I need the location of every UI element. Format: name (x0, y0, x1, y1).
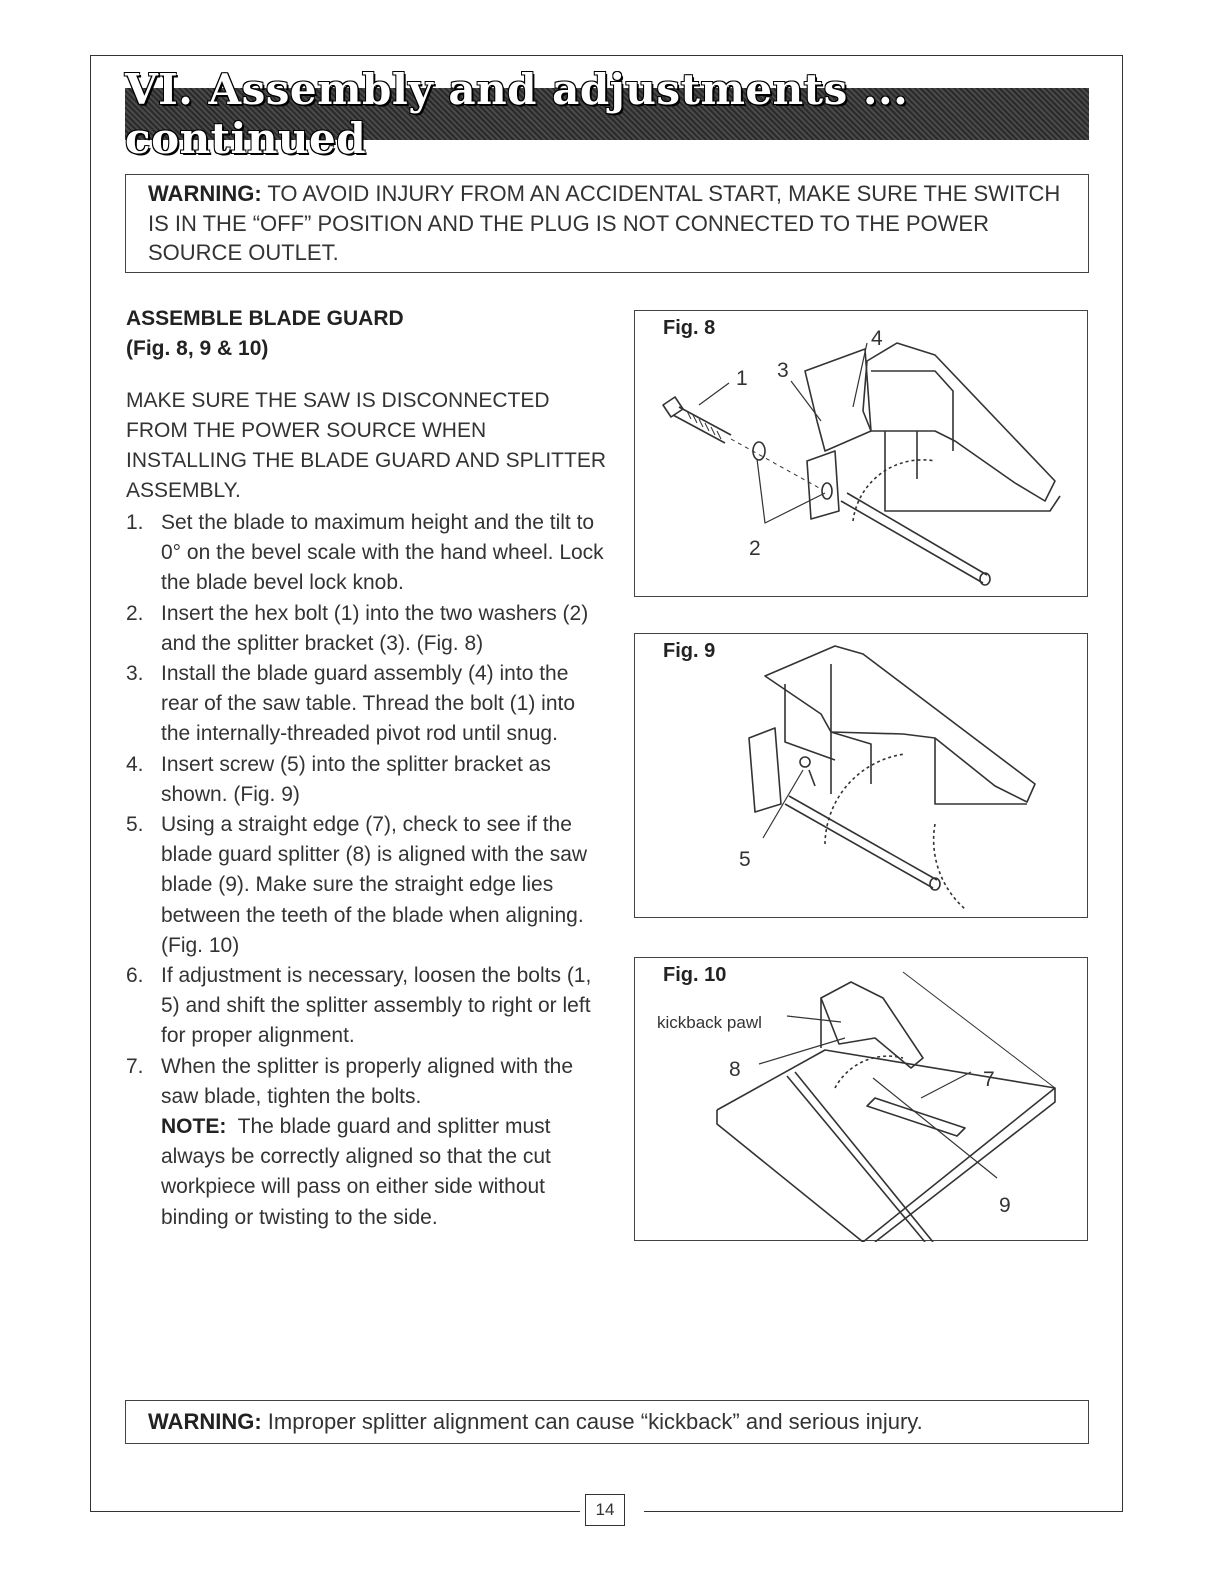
steps-list (126, 508, 606, 1233)
step-text: Install the blade guard assembly (4) into the rear of the saw table. Thread the bolt (1) into the internally-threaded pivot rod until snug. (161, 662, 576, 746)
list-item (126, 961, 606, 1052)
figure-10-illustration (635, 958, 1089, 1242)
warning-top-text (148, 179, 1066, 268)
section-title: ASSEMBLE BLADE GUARD (126, 307, 404, 330)
step-number: 3. (126, 662, 144, 686)
callout-5: 5 (739, 848, 751, 871)
callout-8: 8 (729, 1058, 741, 1081)
step-number: 6. (126, 964, 144, 988)
warning-top-label: WARNING: (148, 181, 262, 206)
step-number: 7. (126, 1054, 144, 1078)
callout-2: 2 (749, 537, 761, 560)
list-item (126, 810, 606, 961)
callout-7: 7 (983, 1068, 995, 1091)
step-text: If adjustment is necessary, loosen the bolts (1, 5) and shift the splitter assembly to right or left for proper alignment. (161, 964, 592, 1048)
step-number: 4. (126, 752, 144, 776)
figure-8-title: Fig. 8 (663, 317, 716, 339)
warning-box-bottom (125, 1400, 1089, 1444)
step-number: 5. (126, 813, 144, 837)
page-title: VI. Assembly and adjustments ... continued (125, 65, 909, 163)
warning-bottom-text (148, 1407, 1066, 1437)
figure-9-illustration (635, 634, 1089, 919)
list-item (126, 750, 606, 810)
figure-9-title: Fig. 9 (663, 640, 716, 662)
step-text: Insert screw (5) into the splitter bracket as shown. (Fig. 9) (161, 752, 551, 806)
step-text: Insert the hex bolt (1) into the two washers (2) and the splitter bracket (3). (Fig. 8) (161, 601, 589, 655)
list-item (126, 1052, 606, 1233)
list-item (126, 508, 606, 599)
figure-10 (634, 957, 1088, 1241)
section-subtitle: (Fig. 8, 9 & 10) (126, 337, 269, 360)
callout-1: 1 (736, 367, 748, 390)
list-item (126, 659, 606, 750)
step-text: When the splitter is properly aligned with the saw blade, tighten the bolts. (161, 1054, 574, 1108)
page-number: 14 (585, 1494, 625, 1526)
callout-4: 4 (871, 327, 883, 350)
step-number: 1. (126, 511, 144, 534)
section-banner (125, 65, 1089, 163)
warning-bottom-label: WARNING: (148, 1409, 262, 1434)
figure-8 (634, 310, 1088, 597)
warning-bottom-body: Improper splitter alignment can cause “kickback” and serious injury. (267, 1409, 923, 1434)
intro-paragraph: MAKE SURE THE SAW IS DISCONNECTED FROM THE POWER SOURCE WHEN INSTALLING THE BLADE GUARD AND SPLITTER ASSEMBLY. (126, 389, 607, 502)
step-text: Using a straight edge (7), check to see if the blade guard splitter (8) is aligned with the saw blade (9). Make sure the straight edge lies between the teeth of the blade when aligning. (Fig. 10) (161, 813, 588, 957)
figure-10-title: Fig. 10 (663, 964, 727, 986)
step-text: Set the blade to maximum height and the tilt to 0° on the bevel scale with the hand wheel. Lock the blade bevel lock knob. (161, 511, 604, 595)
warning-box-top (125, 174, 1089, 273)
callout-9: 9 (999, 1194, 1011, 1217)
figure-9 (634, 633, 1088, 918)
callout-3: 3 (777, 359, 789, 382)
list-item (126, 599, 606, 659)
note-label: NOTE: (161, 1115, 227, 1139)
warning-top-body: TO AVOID INJURY FROM AN ACCIDENTAL START, MAKE SURE THE SWITCH IS IN THE “OFF” POSITION AND THE PLUG IS NOT CONNECTED TO THE POWER SOURCE OUTLET. (148, 181, 1061, 265)
note-text: The blade guard and splitter must always be correctly aligned so that the cut workpiece will pass on either side without binding or twisting to the side. (161, 1115, 551, 1229)
figure-8-illustration (635, 311, 1089, 598)
instructions-column (126, 304, 606, 1233)
step-number: 2. (126, 601, 144, 625)
kickback-pawl-label: kickback pawl (657, 1013, 762, 1032)
